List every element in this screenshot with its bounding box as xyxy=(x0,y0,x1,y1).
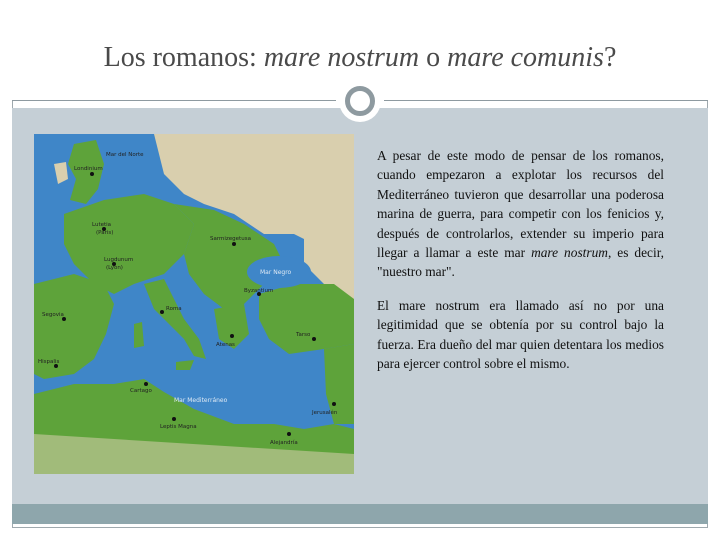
map-label: Cartago xyxy=(130,388,152,394)
map-label: Hispalis xyxy=(38,359,60,365)
map-label: Mar del Norte xyxy=(106,152,144,158)
map-label: Lugdunum xyxy=(104,257,134,263)
city-dot xyxy=(230,334,234,338)
city-dot xyxy=(144,382,148,386)
city-dot xyxy=(90,172,94,176)
divider-ring xyxy=(339,80,381,122)
sea-label: Mar Negro xyxy=(260,269,292,276)
map-label: Atenas xyxy=(216,342,235,348)
city-dot xyxy=(312,337,316,341)
map-label: Segovia xyxy=(42,312,64,318)
footer-bar xyxy=(12,504,708,524)
city-dot xyxy=(287,432,291,436)
roman-empire-map xyxy=(34,134,354,474)
map-label: Roma xyxy=(166,306,182,312)
paragraph-1: A pesar de este modo de pensar de los romanos, cuando empezaron a explotar los recursos del Mediterráneo tuvieron que desarrollar una poderosa marina de guerra, para competir con los fenicios y, después de controlarlos, extender su imperio para llegar a llamar a este mar mare nostrum, es decir, "nuestro mar". xyxy=(377,148,664,280)
map-label: (Paris) xyxy=(96,230,114,236)
map-label: Tarso xyxy=(296,332,311,338)
city-dot xyxy=(332,402,336,406)
map-label: Alejandría xyxy=(270,440,298,446)
map-svg xyxy=(34,134,354,474)
slide-title: Los romanos: mare nostrum o mare comunis? xyxy=(103,42,617,73)
city-dot xyxy=(172,417,176,421)
sea-label: Mar Mediterráneo xyxy=(174,397,228,404)
body-text xyxy=(377,146,664,387)
map-label: Byzantium xyxy=(244,288,274,294)
paragraph-2: El mare nostrum era llamado así no por una legitimidad que se obtenía por su control bajo la fuerza. Era dueño del mar quien detentara los medios para ejercer control sobre el mismo. xyxy=(377,297,664,372)
title-rule-left xyxy=(12,100,336,101)
city-dot xyxy=(160,310,164,314)
ring-icon xyxy=(345,86,375,116)
map-label: Lutetia xyxy=(92,222,112,228)
map-label: Sarmizegetusa xyxy=(210,236,251,242)
map-label: Jerusalén xyxy=(312,410,338,416)
title-rule-right xyxy=(384,100,708,101)
map-label: Leptis Magna xyxy=(160,424,197,430)
map-label: (Lyon) xyxy=(106,265,123,271)
city-dot xyxy=(232,242,236,246)
map-label: Londinium xyxy=(74,166,103,172)
